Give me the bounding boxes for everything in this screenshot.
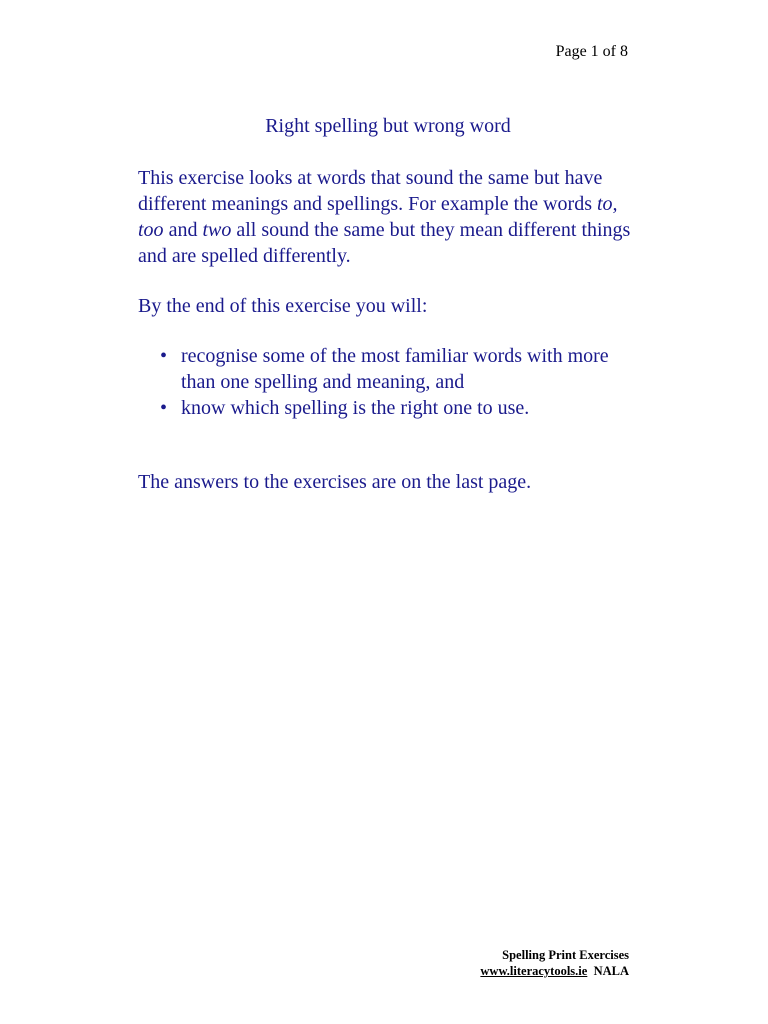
intro-text-3: all sound the same but they mean different things and are spelled differently.	[138, 219, 631, 267]
objective-text: recognise some of the most familiar words with more than one spelling and meaning, and	[181, 345, 609, 393]
bullet-icon: •	[160, 345, 168, 367]
document-title: Right spelling but wrong word	[265, 115, 511, 137]
intro-text-1: This exercise looks at words that sound the same but have different meanings and spellings. For example the words	[138, 167, 603, 215]
objectives-list	[138, 343, 638, 421]
footer-line-2	[480, 963, 629, 979]
bullet-icon: •	[160, 397, 168, 419]
example-words-1: to, too	[138, 193, 618, 241]
answers-note: The answers to the exercises are on the last page.	[138, 471, 532, 493]
footer	[480, 947, 629, 979]
list-item	[160, 395, 638, 421]
intro-paragraph	[138, 165, 638, 269]
page-number: Page 1 of 8	[555, 43, 628, 60]
objectives-intro: By the end of this exercise you will:	[138, 295, 428, 317]
organization-name: NALA	[593, 964, 629, 978]
intro-text-2: and	[163, 219, 203, 241]
document-body	[138, 113, 638, 519]
objective-text: know which spelling is the right one to use.	[181, 397, 530, 419]
website-link[interactable]: www.literacytools.ie	[480, 964, 588, 978]
list-item	[160, 343, 638, 395]
footer-title: Spelling Print Exercises	[502, 948, 629, 962]
example-words-2: two	[202, 219, 232, 241]
